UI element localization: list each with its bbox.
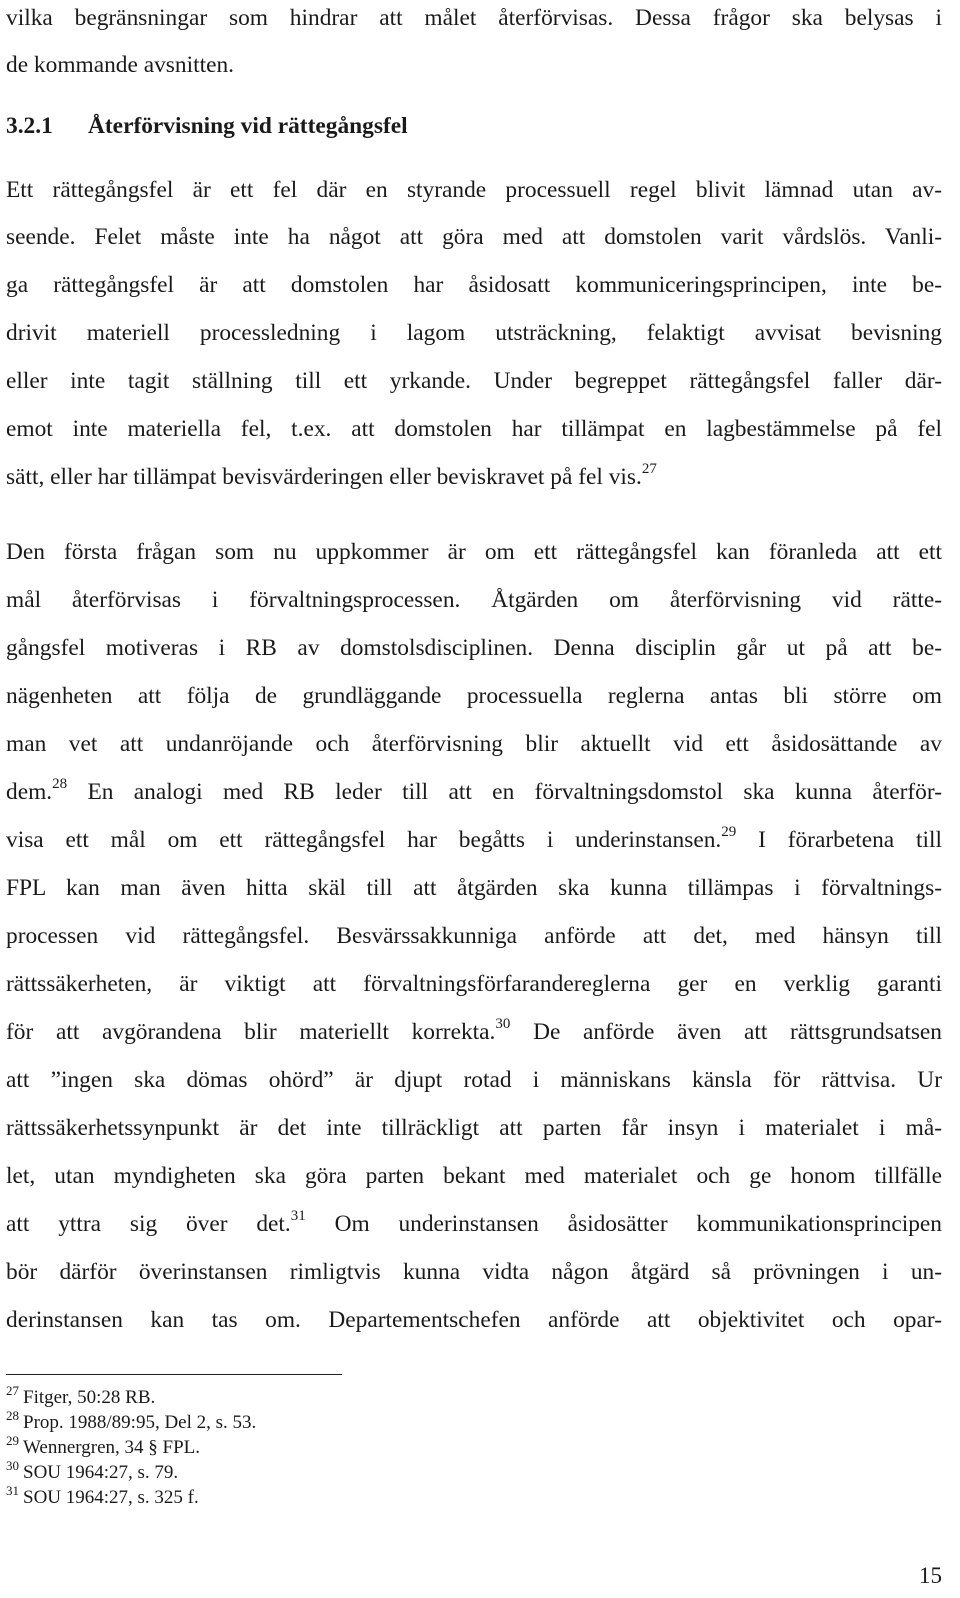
- body-line: seende. Felet måste inte ha något att göra med att domstolen varit vårdslös. Vanli-: [6, 224, 942, 250]
- footnote-text: Wennergren, 34 § FPL.: [23, 1437, 201, 1458]
- body-line: Ett rättegångsfel är ett fel där en styrande processuell regel blivit lämnad utan av-: [6, 177, 942, 203]
- body-text: De anförde även att rättsgrundsatsen: [510, 1019, 942, 1045]
- body-line: man vet att undanröjande och återförvisning blir aktuellt vid ett åsidosättande av: [6, 731, 942, 757]
- footnote-divider: [6, 1374, 342, 1375]
- body-line: [6, 462, 942, 495]
- page-number: 15: [919, 1563, 942, 1588]
- footnote-ref: 31: [290, 1208, 306, 1224]
- body-line: eller inte tagit ställning till ett yrkande. Under begreppet rättegångsfel faller där-: [6, 368, 942, 394]
- footnote-ref: 27: [641, 461, 657, 477]
- footnote: [6, 1458, 606, 1486]
- body-line: rättssäkerhetssynpunkt är det inte tillräckligt att parten får insyn i materialet i må-: [6, 1115, 942, 1141]
- body-line: gångsfel motiveras i RB av domstolsdisciplinen. Denna disciplin går ut på att be-: [6, 635, 942, 661]
- footnote-number: 30: [6, 1458, 19, 1473]
- body-line: rättssäkerheten, är viktigt att förvaltningsförfarandereglerna ger en verklig garanti: [6, 971, 942, 997]
- footnote-ref: 30: [495, 1016, 511, 1032]
- body-text: Om underinstansen åsidosätter kommunikationsprincipen: [305, 1211, 942, 1237]
- body-text: visa ett mål om ett rättegångsfel har begåtts i underinstansen.: [6, 827, 722, 853]
- footnote-number: 31: [6, 1483, 19, 1498]
- footnote-ref: 28: [52, 776, 68, 792]
- body-text: dem.: [6, 779, 53, 805]
- body-line: processen vid rättegångsfel. Besvärssakkunniga anförde att det, med hänsyn till: [6, 923, 942, 949]
- footnote: [6, 1408, 606, 1436]
- body-line: vilka begränsningar som hindrar att målet återförvisas. Dessa frågor ska belysas i: [6, 5, 942, 31]
- section-heading: [6, 111, 942, 141]
- body-text: sätt, eller har tillämpat bevisvärderingen eller beviskravet på fel vis.: [6, 464, 642, 490]
- body-text: En analogi med RB leder till att en förvaltningsdomstol ska kunna återför-: [67, 779, 942, 805]
- body-text: I förarbetena till: [736, 827, 942, 853]
- section-title: Återförvisning vid rättegångsfel: [88, 113, 408, 139]
- footnote: [6, 1383, 606, 1411]
- body-line: nägenheten att följa de grundläggande processuella reglerna antas bli större om: [6, 683, 942, 709]
- body-line: att ”ingen ska dömas ohörd” är djupt rotad i människans känsla för rättvisa. Ur: [6, 1067, 942, 1093]
- footnote-number: 27: [6, 1383, 19, 1398]
- body-line: [6, 1209, 942, 1242]
- body-line: derinstansen kan tas om. Departementschefen anförde att objektivitet och opar-: [6, 1307, 942, 1333]
- body-line: emot inte materiella fel, t.ex. att domstolen har tillämpat en lagbestämmelse på fel: [6, 416, 942, 442]
- body-text: för att avgörandena blir materiellt korrekta.: [6, 1019, 496, 1045]
- body-line: mål återförvisas i förvaltningsprocessen. Åtgärden om återförvisning vid rätte-: [6, 587, 942, 613]
- body-line: bör därför överinstansen rimligtvis kunna vidta någon åtgärd så prövningen i un-: [6, 1259, 942, 1285]
- footnote-ref: 29: [721, 824, 737, 840]
- body-line: let, utan myndigheten ska göra parten bekant med materialet och ge honom tillfälle: [6, 1163, 942, 1189]
- body-line: [6, 1017, 942, 1050]
- footnote: [6, 1433, 606, 1461]
- body-line: ga rättegångsfel är att domstolen har åsidosatt kommuniceringsprincipen, inte be-: [6, 272, 942, 298]
- footnote-text: SOU 1964:27, s. 79.: [23, 1462, 179, 1483]
- body-line: [6, 825, 942, 858]
- footnote-text: SOU 1964:27, s. 325 f.: [23, 1487, 199, 1508]
- footnote-number: 28: [6, 1408, 19, 1423]
- body-line: [6, 777, 942, 810]
- body-line: Den första frågan som nu uppkommer är om ett rättegångsfel kan föranleda att ett: [6, 539, 942, 565]
- body-line: FPL kan man även hitta skäl till att åtgärden ska kunna tillämpas i förvaltnings-: [6, 875, 942, 901]
- body-line: de kommande avsnitten.: [6, 52, 235, 78]
- body-text: att yttra sig över det.: [6, 1211, 291, 1237]
- footnote-text: Fitger, 50:28 RB.: [23, 1387, 156, 1408]
- footnote-number: 29: [6, 1433, 19, 1448]
- section-number: 3.2.1: [6, 113, 53, 139]
- body-line: drivit materiell processledning i lagom utsträckning, felaktigt avvisat bevisning: [6, 320, 942, 346]
- footnote: [6, 1483, 606, 1511]
- footnote-text: Prop. 1988/89:95, Del 2, s. 53.: [23, 1412, 257, 1433]
